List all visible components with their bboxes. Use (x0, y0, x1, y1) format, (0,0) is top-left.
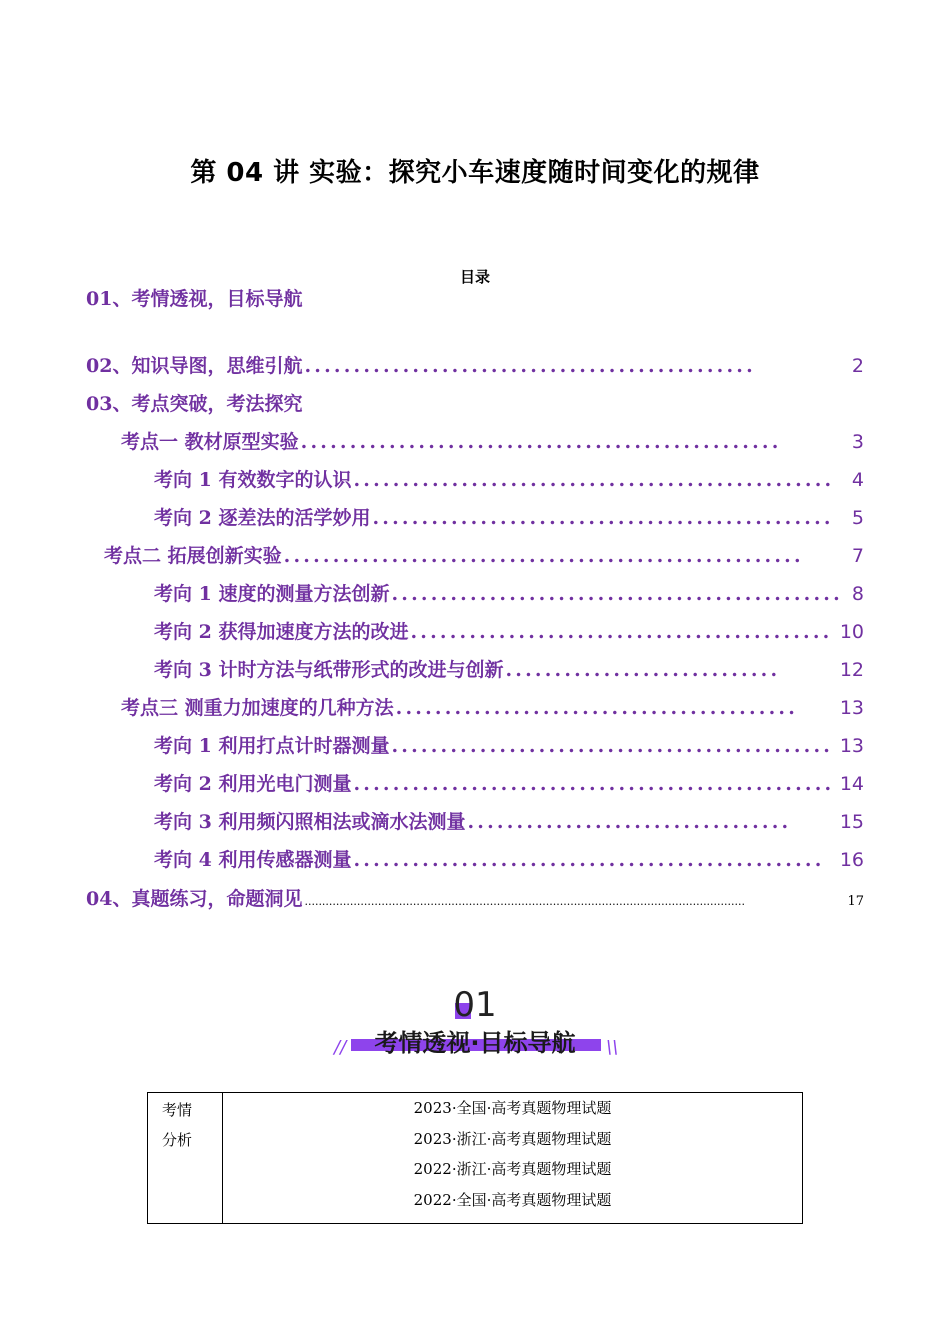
toc-page: 16 (839, 849, 864, 871)
toc-label: 考点一 教材原型实验 (121, 431, 299, 453)
toc-page: 13 (839, 735, 864, 757)
toc-heading: 目录 (459, 268, 490, 286)
toc-leader: .............................................. (304, 355, 756, 377)
toc-entry-kaoxiang-2-2[interactable] (154, 617, 864, 644)
toc-leader: ................................................. (353, 469, 835, 491)
toc-entry-kaoxiang-1-1[interactable] (154, 465, 864, 492)
toc-page: 12 (839, 659, 864, 681)
right-slash-decoration: \\ (606, 1037, 619, 1058)
analysis-label-line2: 分析 (162, 1131, 193, 1149)
toc-leader: .............................................................................................................................. (304, 895, 746, 908)
toc-page: 10 (839, 621, 864, 643)
toc-entry-04[interactable] (86, 884, 864, 911)
toc-entry-01[interactable]: 01、考情透视，目标导航 (86, 288, 303, 310)
toc-label: 考向 2 逐差法的活学妙用 (154, 507, 371, 529)
analysis-table (147, 1092, 803, 1224)
toc-page: 15 (839, 811, 864, 833)
toc-label: 考向 4 利用传感器测量 (154, 849, 352, 871)
toc-page: 4 (851, 469, 864, 491)
analysis-label-line1: 考情 (162, 1101, 193, 1119)
toc-leader: ............................ (505, 659, 781, 681)
toc-entry-kaoxiang-2-1[interactable] (154, 579, 864, 606)
exam-item: 2023·浙江·高考真题物理试题 (413, 1129, 612, 1148)
table-spacer (223, 1215, 802, 1223)
section-number: 01 (453, 985, 497, 1025)
toc-label: 考向 1 利用打点计时器测量 (154, 735, 390, 757)
toc-leader: ........................................... (410, 621, 833, 643)
toc-label: 考点二 拓展创新实验 (104, 545, 282, 567)
toc-entry-kaoxiang-3-1[interactable] (154, 731, 864, 758)
toc-leader: ................................. (467, 811, 792, 833)
toc-page: 14 (839, 773, 864, 795)
analysis-body-cell (223, 1093, 803, 1224)
toc-label: 02、知识导图，思维引航 (86, 355, 303, 377)
toc-entry-kaodian-2[interactable] (104, 541, 864, 568)
section-title: 考情透视·目标导航 (374, 1029, 576, 1057)
toc-label: 考点三 测重力加速度的几种方法 (121, 697, 394, 719)
toc-leader: ..................................................... (283, 545, 804, 567)
toc-label: 04、真题练习，命题洞见 (86, 888, 303, 910)
toc-leader: ................................................. (353, 773, 835, 795)
exam-item: 2023·全国·高考真题物理试题 (413, 1099, 612, 1117)
toc-page: 13 (839, 697, 864, 719)
toc-page: 17 (847, 894, 864, 909)
toc-leader: .............................................. (391, 583, 843, 605)
toc-label: 考向 2 利用光电门测量 (154, 773, 352, 795)
toc-leader: ............................................... (372, 507, 834, 529)
toc-entry-kaodian-1[interactable] (121, 427, 864, 454)
exam-item: 2022·浙江·高考真题物理试题 (413, 1160, 612, 1178)
toc-page: 2 (851, 355, 864, 377)
section-badge (0, 985, 950, 1075)
toc-entry-kaoxiang-2-3[interactable] (154, 655, 864, 682)
toc-leader: ......................................... (395, 697, 799, 719)
toc-entry-kaoxiang-3-3[interactable] (154, 807, 864, 834)
toc-entry-kaoxiang-1-2[interactable] (154, 503, 864, 530)
exam-item: 2022·全国·高考真题物理试题 (413, 1190, 612, 1209)
toc-label: 考向 3 利用频闪照相法或滴水法测量 (154, 811, 466, 833)
analysis-label-cell (148, 1093, 223, 1224)
toc-page: 3 (851, 431, 864, 453)
toc-entry-03[interactable] (86, 389, 302, 416)
toc-page: 5 (851, 507, 864, 529)
toc-page: 8 (851, 583, 864, 605)
toc-label: 03、考点突破，考法探究 (86, 393, 303, 415)
toc-label: 考向 1 有效数字的认识 (154, 469, 352, 491)
page-title: 第 04 讲 实验：探究小车速度随时间变化的规律 (190, 158, 760, 188)
toc-entry-kaoxiang-3-4[interactable] (154, 845, 864, 872)
toc-entry-kaoxiang-3-2[interactable] (154, 769, 864, 796)
toc-leader: ................................................. (300, 431, 782, 453)
table-row (148, 1093, 803, 1224)
left-slash-decoration: // (334, 1037, 347, 1058)
toc-label: 考向 2 获得加速度方法的改进 (154, 621, 409, 643)
toc-label: 考向 3 计时方法与纸带形式的改进与创新 (154, 659, 504, 681)
toc-entry-kaodian-3[interactable] (121, 693, 864, 720)
toc-entry-02[interactable] (86, 351, 864, 378)
toc-page: 7 (851, 545, 864, 567)
toc-leader: ................................................ (353, 849, 825, 871)
toc-leader: ............................................. (391, 735, 834, 757)
toc-label: 考向 1 速度的测量方法创新 (154, 583, 390, 605)
